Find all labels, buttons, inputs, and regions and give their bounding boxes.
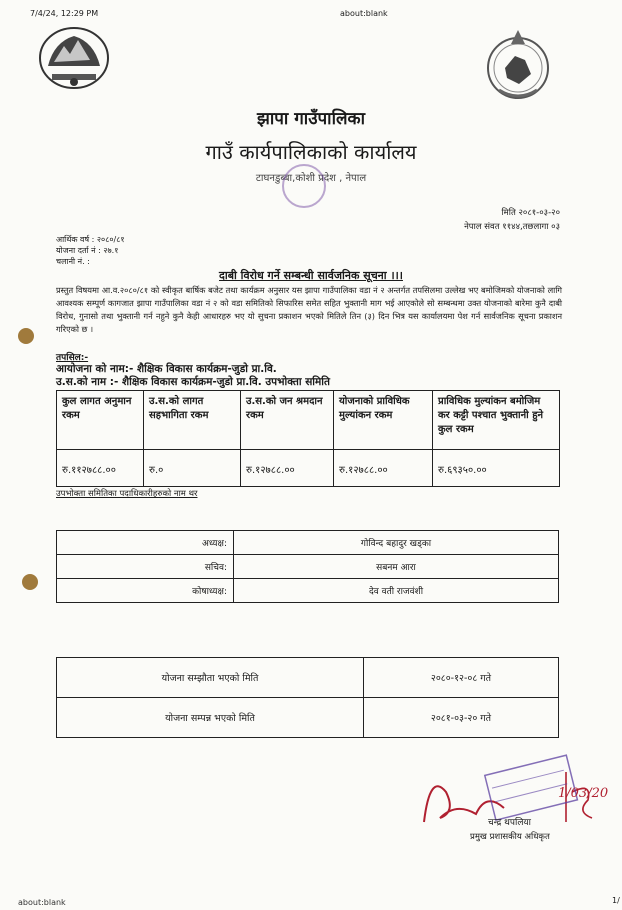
cost-value-total: रु.११२७८८.०० <box>57 450 144 487</box>
table-row <box>57 555 559 579</box>
officer-name: गोविन्द बहादुर खड्का <box>234 531 559 555</box>
municipality-logo-icon <box>485 24 551 106</box>
signatory-title: प्रमुख प्रशासकीय अधिकृत <box>470 832 550 842</box>
timeline-table <box>56 657 559 738</box>
date-miti: मिति २०८१-०३-२० <box>501 208 560 218</box>
nepal-emblem-icon <box>34 22 114 92</box>
punch-hole <box>22 574 38 590</box>
notice-body: प्रस्तुत विषयमा आ.व.२०८०/८१ को स्वीकृत बार्षिक बजेट तथा कार्यक्रम अनुसार यस झापा गाउँपालिका वडा नं २ अन्तर्गत तपसिलमा उल्लेख भए बमोजिमको योजनाको लागि आवश्यक सम्पूर्ण कागजात झापा गाउँपालिका वडा नं २ को वडा समितिको सिफारिस समेत सहित भुक्तानी माग भई आएकोले सो सम्बन्धमा उक्त योजनाको बारेमा कुनै दाबी विरोध, गुनासो तथा भुक्तानी गर्न नहुने कुनै केही आधारहरु भए यो सुचना प्रकाशन भएको मितिले तिन (३) दिन भित्र यस कार्यालयमा पेश गर्न सार्वजनिक सूचना प्रकाशन गरिएको छ । <box>56 285 562 334</box>
notice-title: दाबी विरोध गर्ने सम्बन्धी सार्वजनिक सूचना ।।। <box>219 269 403 282</box>
cost-value-payable: रु.६९३५०.०० <box>433 450 560 487</box>
signature-date: 1/03/20 <box>558 786 609 801</box>
timeline-value: २०८१-०३-२० गते <box>364 698 559 738</box>
cost-header-share: उ.स.को लागत सहभागिता रकम <box>144 391 241 450</box>
cost-value-labor: रु.१२७८८.०० <box>241 450 334 487</box>
officer-role: सचिव: <box>57 555 234 579</box>
officer-role: कोषाध्यक्ष: <box>57 579 234 603</box>
office-stamp <box>282 164 326 208</box>
fiscal-year: आर्थिक वर्ष : २०८०/८१ <box>56 235 125 244</box>
office-name: गाउँ कार्यपालिकाको कार्यालय <box>205 140 417 164</box>
cost-header-evaluation: योजनाको प्राविधिक मुल्यांकन रकम <box>334 391 433 450</box>
timeline-value: २०८०-१२-०८ गते <box>364 658 559 698</box>
page-number: 1/ <box>612 896 620 905</box>
cost-header-payable: प्राविधिक मुल्यांकन बमोजिम कर कट्टी पश्चात भुक्तानी हुने कुल रकम <box>433 391 560 450</box>
committee-name: उ.स.को नाम :- शैक्षिक विकास कार्यक्रम-जुडो प्रा.वि. उपभोक्ता समिति <box>56 376 331 388</box>
officers-heading: उपभोक्ता समितिका पदाधिकारीहरुको नाम थर <box>56 489 198 499</box>
print-url: about:blank <box>340 9 388 18</box>
details-heading: तपसिल:- <box>56 353 89 363</box>
punch-hole <box>18 328 34 344</box>
officers-table <box>56 530 559 603</box>
officer-role: अध्यक्ष: <box>57 531 234 555</box>
print-timestamp: 7/4/24, 12:29 PM <box>30 9 99 18</box>
signatory-name: चन्द्र थपलिया <box>488 818 531 828</box>
cost-table <box>56 390 560 487</box>
table-row <box>57 531 559 555</box>
cost-table-value-row <box>57 450 560 487</box>
timeline-label: योजना सम्झौता भएको मिति <box>57 658 364 698</box>
timeline-label: योजना सम्पन्न भएको मिति <box>57 698 364 738</box>
print-url-footer: about:blank <box>18 898 66 907</box>
cost-header-labor: उ.स.को जन श्रमदान रकम <box>241 391 334 450</box>
municipality-name: झापा गाउँपालिका <box>257 109 365 129</box>
table-row <box>57 579 559 603</box>
project-name: आयोजना को नाम:- शैक्षिक विकास कार्यक्रम-जुडो प्रा.वि. <box>56 363 277 375</box>
table-row <box>57 698 559 738</box>
officer-name: सबनम आरा <box>234 555 559 579</box>
yojana-darta: योजना दर्ता नं : २७.१ <box>56 246 119 255</box>
date-nepal-sambat: नेपाल संवत ११४४,तछलागा ०३ <box>464 222 560 232</box>
cost-value-share: रु.० <box>144 450 241 487</box>
office-address: टाघनडुब्बा,कोशी प्रदेश , नेपाल <box>255 173 367 184</box>
chalani-number: चलानी नं. : <box>56 257 90 266</box>
officer-name: देव वती राजवंशी <box>234 579 559 603</box>
cost-table-header-row <box>57 391 560 450</box>
cost-value-evaluation: रु.१२७८८.०० <box>334 450 433 487</box>
cost-header-total: कुल लागत अनुमान रकम <box>57 391 144 450</box>
table-row <box>57 658 559 698</box>
